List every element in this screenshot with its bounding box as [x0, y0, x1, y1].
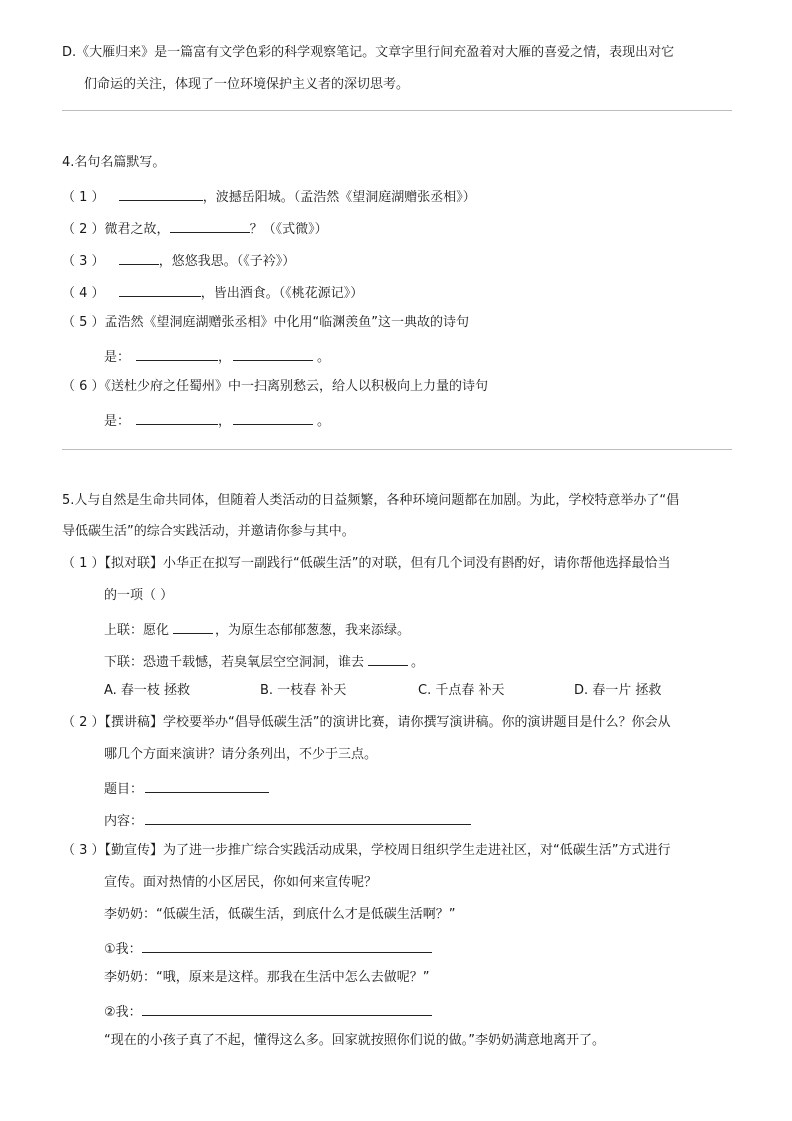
q4-item-3 [62, 250, 295, 271]
q5-intro-line1: 5.人与自然是生命共同体，但随着人类活动的日益频繁，各种环境问题都在加剧。为此，学校特意举办了“倡 [62, 493, 680, 508]
q5-part2-line2: 哪几个方面来演讲？请分条列出，不少于三点。 [104, 747, 378, 762]
couplet-upper [104, 619, 410, 640]
option-d-line1: D.《大雁归来》是一篇富有文学色彩的科学观察笔记。文章字里行间充盈着对大雁的喜爱之情，表现出对它 [62, 45, 675, 60]
q4-item-5-answer [104, 346, 330, 367]
q4-item-6-answer [104, 410, 330, 431]
separator: ， [218, 414, 232, 429]
section-divider [62, 110, 732, 111]
field-label: 内容： [104, 814, 144, 829]
speaker-label: ②我： [104, 1005, 142, 1020]
q4-item-4 [62, 282, 363, 303]
q5-intro-line2: 导低碳生活”的综合实践活动，并邀请你参与其中。 [62, 524, 355, 539]
item-text: 孟浩然《望洞庭湖赠张丞相》中化用“临渊羡鱼”这一典故的诗句 [104, 315, 470, 330]
answer-blank[interactable] [119, 186, 203, 201]
item-number: （ 6 ） [62, 379, 105, 394]
q5-part3-line2: 宣传。面对热情的小区居民，你如何来宣传呢？ [104, 875, 378, 890]
dialogue-grandma-1: 李奶奶：“低碳生活，低碳生活，到底什么才是低碳生活啊？” [104, 907, 456, 922]
answer-blank[interactable] [233, 346, 313, 361]
item-text: 是： [104, 350, 131, 365]
answer-blank[interactable] [170, 218, 250, 233]
speech-content-row [104, 810, 471, 831]
couplet-text: 上联：愿化 [104, 623, 170, 638]
answer-blank[interactable] [142, 938, 432, 953]
item-number: （ 3 ） [62, 254, 105, 269]
q4-item-2 [62, 218, 328, 239]
item-text: 是： [104, 414, 131, 429]
q4-title: 4.名句名篇默写。 [62, 155, 166, 170]
answer-blank[interactable] [368, 651, 408, 666]
dialogue-me-1 [104, 938, 432, 959]
end-mark: 。 [317, 414, 331, 429]
choice-option-c[interactable]: C. 千点春 补天 [418, 683, 505, 698]
dialogue-ending: “现在的小孩子真了不起，懂得这么多。回家就按照你们说的做。”李奶奶满意地离开了。 [104, 1033, 605, 1048]
choice-option-b[interactable]: B. 一枝春 补天 [260, 683, 347, 698]
item-text: 【撰讲稿】学校要举办“倡导低碳生活”的演讲比赛，请你撰写演讲稿。你的演讲题目是什么？你会从 [104, 715, 671, 730]
answer-blank[interactable] [119, 282, 201, 297]
q5-part1-line2: 的一项（ ） [104, 588, 174, 603]
item-text: ？（《式微》） [249, 222, 328, 237]
couplet-lower [104, 651, 424, 672]
item-text: ，悠悠我思。（《子衿》） [158, 254, 296, 269]
choice-option-d[interactable]: D. 春一片 拯救 [574, 683, 662, 698]
field-label: 题目： [104, 782, 144, 797]
dialogue-me-2 [104, 1001, 432, 1022]
q5-part3 [62, 842, 671, 860]
option-d-line2: 们命运的关注，体现了一位环境保护主义者的深切思考。 [84, 77, 410, 92]
couplet-text: 下联：恐遗千载憾，若臭氧层空空洞洞，谁去 [104, 655, 365, 670]
section-divider [62, 449, 732, 450]
couplet-text: 。 [411, 655, 425, 670]
item-number: （ 4 ） [62, 286, 105, 301]
item-text: ，波撼岳阳城。（孟浩然《望洞庭湖赠张丞相》） [202, 190, 476, 205]
speech-title-blank[interactable] [145, 778, 269, 793]
q4-item-5 [62, 314, 469, 332]
separator: ， [218, 350, 232, 365]
couplet-text: ，为原生态郁郁葱葱，我来添绿。 [215, 623, 411, 638]
speech-content-blank[interactable] [145, 810, 471, 825]
item-number: （ 1 ） [62, 556, 105, 571]
item-number: （ 2 ） [62, 222, 105, 237]
item-text: ，皆出酒食。（《桃花源记》） [200, 286, 364, 301]
q4-item-1 [62, 186, 476, 207]
answer-blank[interactable] [136, 346, 218, 361]
item-number: （ 1 ） [62, 190, 105, 205]
end-mark: 。 [317, 350, 331, 365]
item-number: （ 2 ） [62, 715, 105, 730]
item-text: 《送杜少府之任蜀州》中一扫离别愁云，给人以积极向上力量的诗句 [104, 379, 489, 394]
choice-option-a[interactable]: A. 春一枝 拯救 [104, 683, 191, 698]
answer-blank[interactable] [136, 410, 218, 425]
q5-part1 [62, 555, 671, 573]
answer-blank[interactable] [233, 410, 313, 425]
item-text: 微君之故， [104, 222, 170, 237]
speaker-label: ①我： [104, 942, 142, 957]
answer-blank[interactable] [119, 250, 159, 265]
answer-blank[interactable] [142, 1001, 432, 1016]
item-number: （ 5 ） [62, 315, 105, 330]
item-number: （ 3 ） [62, 843, 105, 858]
item-text: 【勤宣传】为了进一步推广综合实践活动成果，学校周日组织学生走进社区，对“低碳生活”方式进行 [104, 843, 671, 858]
q4-item-6 [62, 378, 488, 396]
dialogue-grandma-2: 李奶奶：“哦，原来是这样。那我在生活中怎么去做呢？” [104, 970, 430, 985]
item-text: 【拟对联】小华正在拟写一副践行“低碳生活”的对联，但有几个词没有斟酌好，请你帮他选择最恰当 [104, 556, 671, 571]
answer-blank[interactable] [173, 619, 213, 634]
speech-title-row [104, 778, 269, 799]
q5-part2 [62, 714, 671, 732]
